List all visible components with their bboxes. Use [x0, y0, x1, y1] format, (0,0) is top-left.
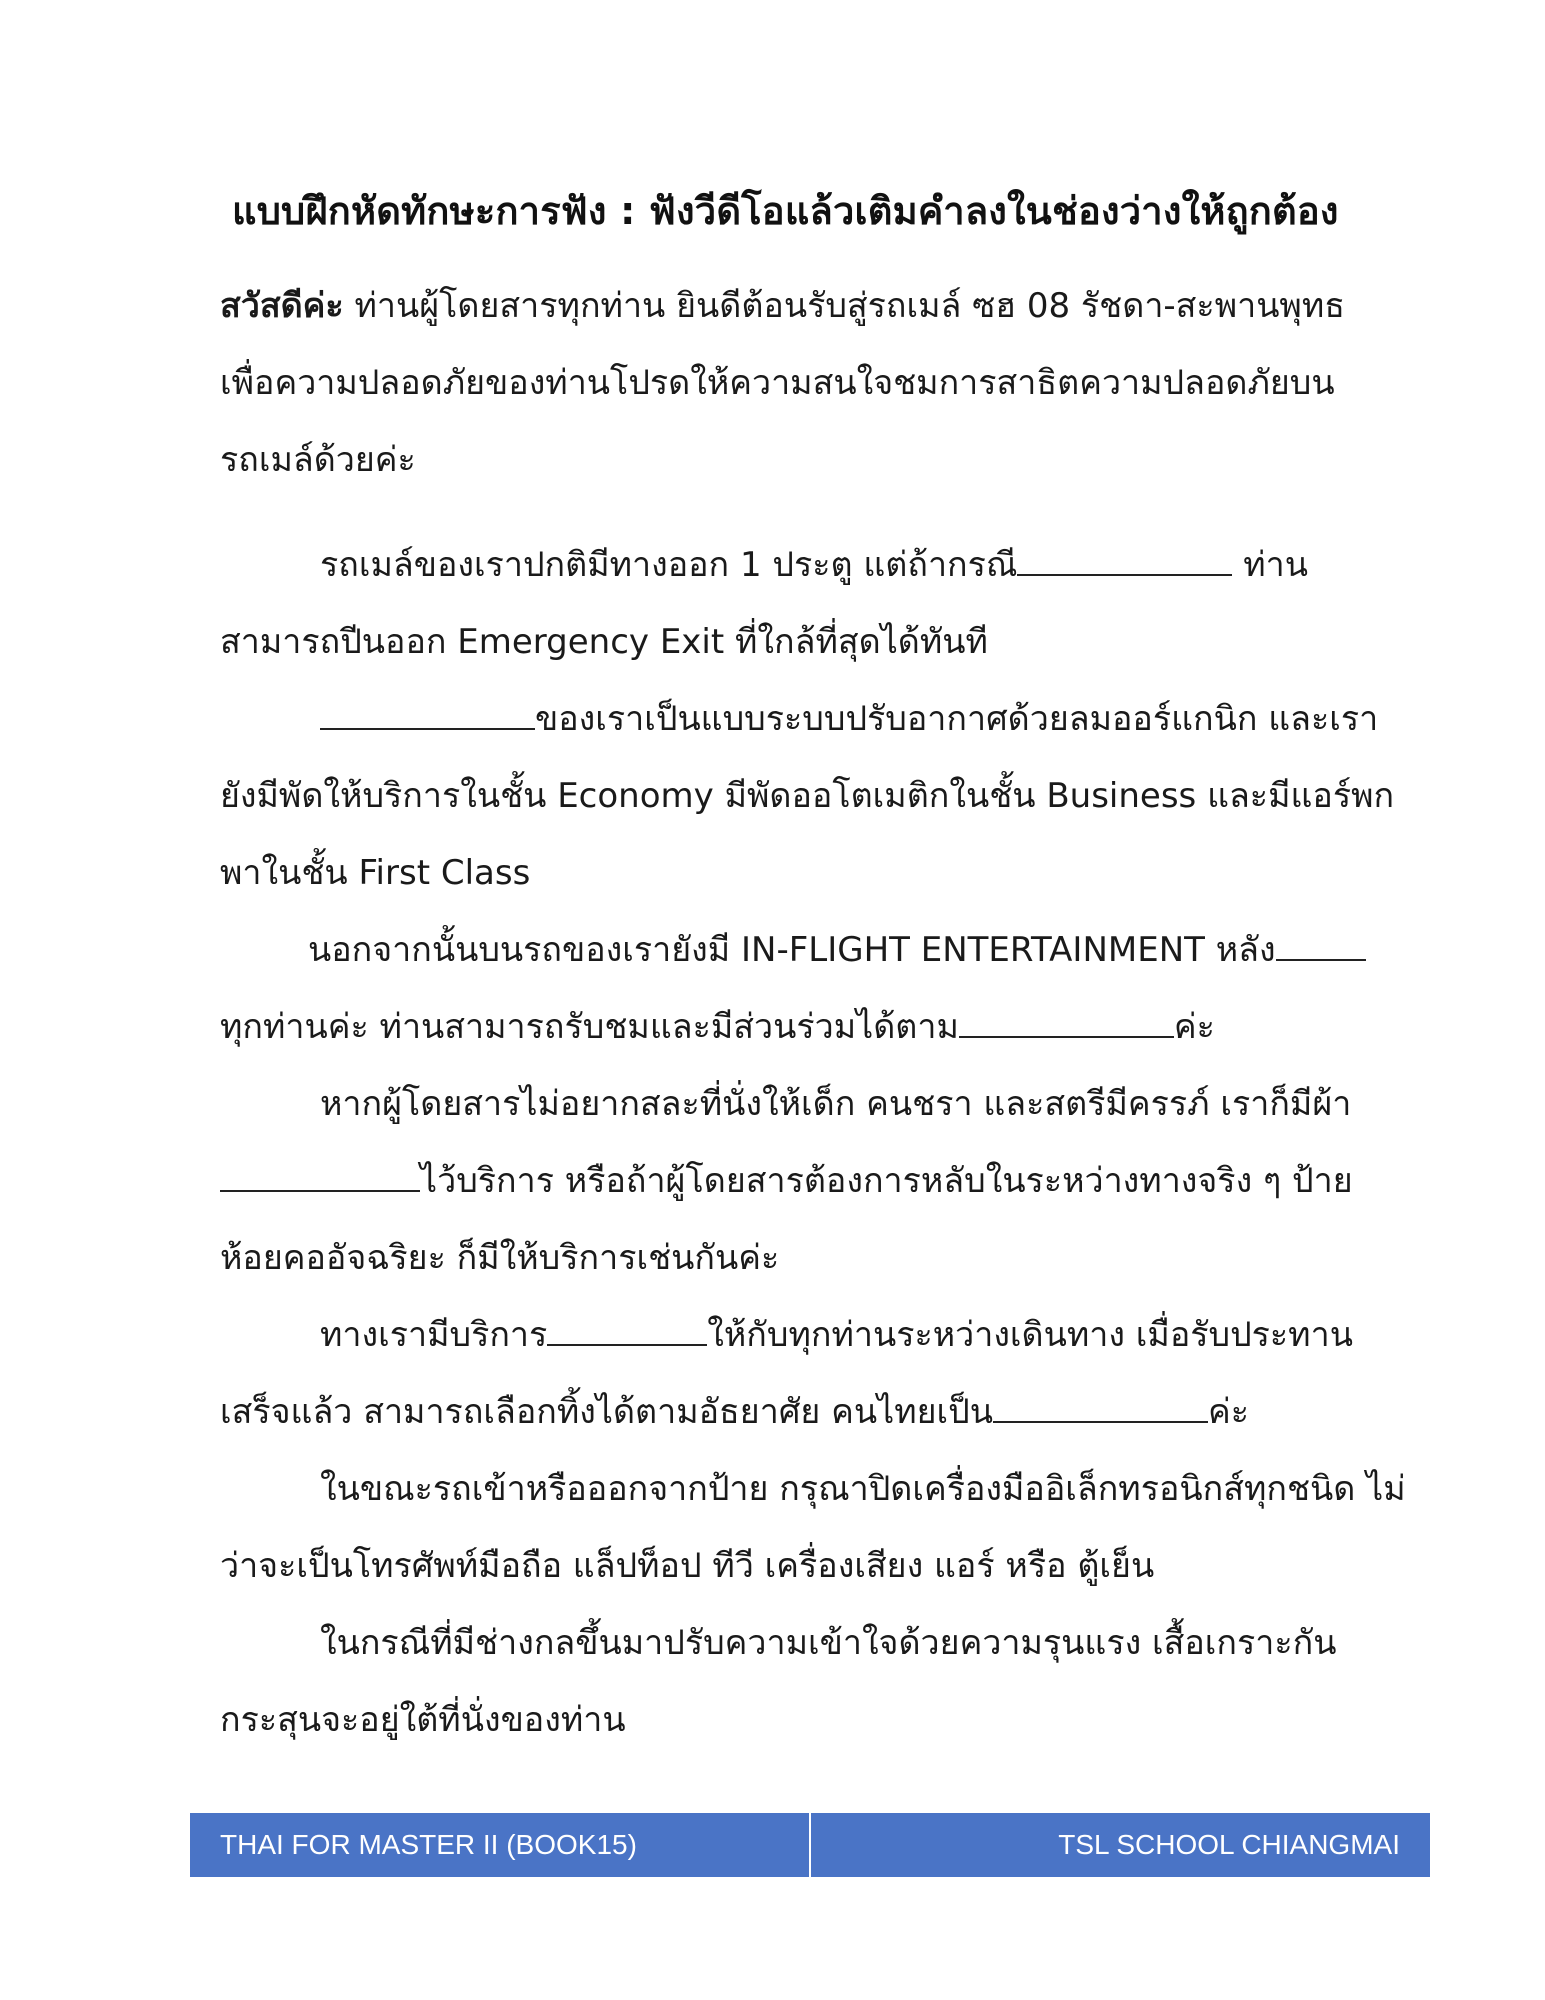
paragraph-5-middle: ให้กับทุกท่านระหว่างเดินทาง เมื่อรับประทานเสร็จแล้ว สามารถเลือกทิ้งได้ตามอัธยาศัย คนไทยเป็น	[220, 1315, 1353, 1432]
intro-text: ท่านผู้โดยสารทุกท่าน ยินดีต้อนรับสู่รถเมล์ ซฮ 08 รัชดา-สะพานพุทธ เพื่อความปลอดภัยของท่านโปรดให้ความสนใจชมการสาธิตความปลอดภัยบนรถเมล์ด้วยค่ะ	[220, 286, 1346, 480]
document-body	[220, 268, 1408, 1759]
paragraph-3-middle: ทุกท่านค่ะ ท่านสามารถรับชมและมีส่วนร่วมได้ตาม	[220, 1007, 959, 1047]
paragraph-3-before: นอกจากนั้นบนรถของเรายังมี IN-FLIGHT ENTERTAINMENT หลัง	[308, 930, 1276, 970]
page-title: แบบฝึกหัดทักษะการฟัง : ฟังวีดีโอแล้วเติมคำลงในช่องว่างให้ถูกต้อง	[232, 189, 1339, 233]
paragraph-4-after: ไว้บริการ หรือถ้าผู้โดยสารต้องการหลับในระหว่างทางจริง ๆ ป้ายห้อยคออัจฉริยะ ก็มีให้บริการเช่นกันค่ะ	[220, 1161, 1353, 1278]
footer-school-name: TSL SCHOOL CHIANGMAI	[811, 1813, 1430, 1877]
paragraph-1-after: ท่านสามารถปีนออก Emergency Exit ที่ใกล้ที่สุดได้ทันที	[220, 545, 1309, 662]
fill-blank-1[interactable]	[1017, 540, 1232, 576]
paragraph-1	[220, 527, 1408, 681]
paragraph-5	[220, 1297, 1408, 1451]
paragraph-1-before: รถเมล์ของเราปกติมีทางออก 1 ประตู แต่ถ้ากรณี	[320, 545, 1018, 585]
paragraph-5-after: ค่ะ	[1208, 1392, 1250, 1432]
paragraph-4-before: หากผู้โดยสารไม่อยากสละที่นั่งให้เด็ก คนชรา และสตรีมีครรภ์ เราก็มีผ้า	[320, 1084, 1352, 1124]
paragraph-7	[220, 1605, 1408, 1759]
page-footer	[190, 1813, 1430, 1877]
paragraph-4	[220, 1066, 1408, 1297]
paragraph-6-text: ในขณะรถเข้าหรือออกจากป้าย กรุณาปิดเครื่องมืออิเล็กทรอนิกส์ทุกชนิด ไม่ว่าจะเป็นโทรศัพท์มือถือ แล็ปท็อป ทีวี เครื่องเสียง แอร์ หรือ ตู้เย็น	[220, 1469, 1406, 1586]
footer-book-title: THAI FOR MASTER II (BOOK15)	[190, 1813, 811, 1877]
fill-blank-6[interactable]	[547, 1310, 707, 1346]
paragraph-6	[220, 1451, 1408, 1605]
intro-greeting: สวัสดีค่ะ	[220, 286, 344, 326]
paragraph-3	[220, 912, 1408, 1066]
fill-blank-2[interactable]	[320, 694, 535, 730]
paragraph-2	[220, 681, 1408, 912]
paragraph-2-after: ของเราเป็นแบบระบบปรับอากาศด้วยลมออร์แกนิก และเรายังมีพัดให้บริการในชั้น Economy มีพัดออโตเมติกในชั้น Business และมีแอร์พกพาในชั้น First Class	[220, 699, 1395, 893]
fill-blank-4[interactable]	[959, 1002, 1174, 1038]
intro-paragraph	[220, 268, 1408, 499]
paragraph-3-after: ค่ะ	[1173, 1007, 1215, 1047]
fill-blank-7[interactable]	[993, 1387, 1208, 1423]
fill-blank-3[interactable]	[1276, 925, 1366, 961]
paragraph-7-text: ในกรณีที่มีช่างกลขึ้นมาปรับความเข้าใจด้วยความรุนแรง เสื้อเกราะกันกระสุนจะอยู่ใต้ที่นั่งของท่าน	[220, 1623, 1337, 1740]
fill-blank-5[interactable]	[220, 1156, 420, 1192]
paragraph-5-before: ทางเรามีบริการ	[320, 1315, 548, 1355]
